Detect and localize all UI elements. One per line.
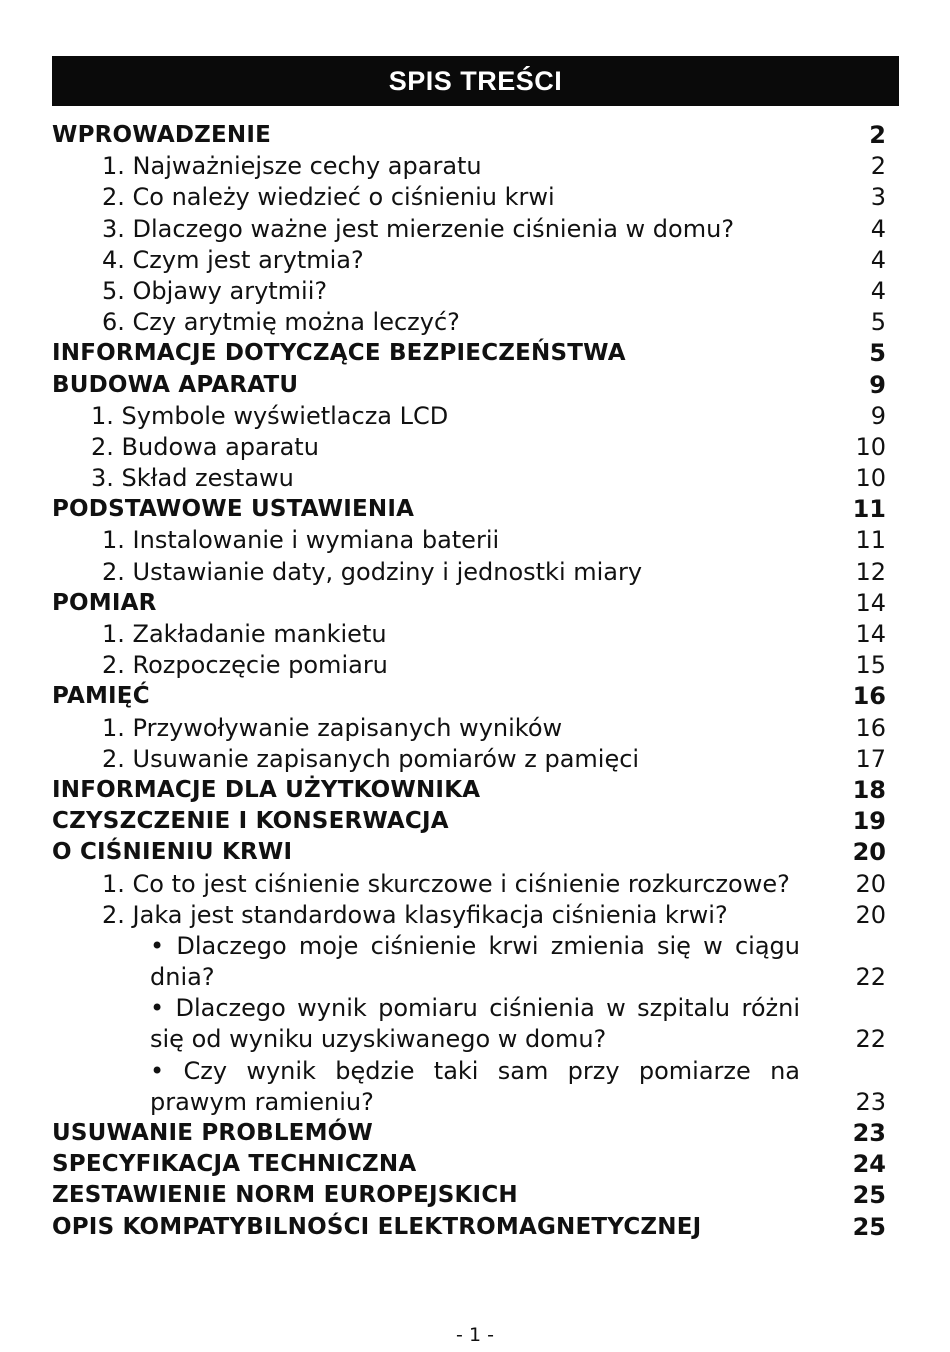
toc-subsection[interactable] — [0, 525, 950, 556]
toc-subsection[interactable] — [0, 182, 950, 213]
toc-bullet-entry[interactable] — [0, 931, 950, 993]
toc-page-number: 23 — [852, 1119, 886, 1148]
toc-entry-title: SPECYFIKACJA TECHNICZNA — [52, 1151, 417, 1178]
toc-entry-title: 3. Skład zestawu — [91, 464, 294, 493]
toc-page-number: 25 — [852, 1181, 886, 1210]
toc-page-number: 20 — [852, 838, 886, 867]
toc-entry-title: USUWANIE PROBLEMÓW — [52, 1120, 374, 1147]
toc-entry-title: 2. Co należy wiedzieć o ciśnieniu krwi — [102, 183, 555, 212]
toc-section[interactable] — [0, 1149, 950, 1180]
toc-page-number: 14 — [855, 588, 886, 617]
toc-page-number: 5 — [869, 339, 886, 368]
toc-section[interactable] — [0, 120, 950, 151]
toc-entry-title: • Dlaczego wynik pomiaru ciśnienia w szpitalu różni się od wyniku uzyskiwanego w domu? — [150, 994, 800, 1054]
toc-entry-title: PODSTAWOWE USTAWIENIA — [52, 496, 415, 523]
toc-section[interactable] — [0, 775, 950, 806]
toc-section[interactable] — [0, 588, 950, 619]
toc-entry-title: 2. Budowa aparatu — [91, 432, 319, 461]
toc-page-number: 20 — [855, 869, 886, 898]
toc-subsection[interactable] — [0, 245, 950, 276]
toc-entry-title: 1. Symbole wyświetlacza LCD — [91, 401, 449, 430]
toc-entry-title: 4. Czym jest arytmia? — [102, 245, 364, 274]
toc-section[interactable] — [0, 681, 950, 712]
toc-entry-title: 1. Przywoływanie zapisanych wyników — [102, 713, 563, 742]
page-number-footer: - 1 - — [456, 1324, 494, 1346]
toc-page-number: 16 — [852, 682, 886, 711]
toc-entry-title: CZYSZCZENIE I KONSERWACJA — [52, 808, 449, 835]
toc-page-number: 11 — [855, 526, 886, 555]
toc-entry-title: PAMIĘĆ — [52, 683, 150, 710]
toc-entry-title: • Dlaczego moje ciśnienie krwi zmienia się w ciągu dnia? — [150, 931, 800, 992]
toc-entry-title: 5. Objawy arytmii? — [102, 276, 328, 305]
toc-entry-title: ZESTAWIENIE NORM EUROPEJSKICH — [52, 1182, 518, 1209]
toc-entry-title: OPIS KOMPATYBILNOŚCI ELEKTROMAGNETYCZNEJ — [52, 1213, 702, 1240]
toc-subsection[interactable] — [0, 401, 950, 432]
toc-page-number: 24 — [852, 1150, 886, 1179]
toc-entry-title: 1. Zakładanie mankietu — [102, 620, 387, 648]
toc-subsection[interactable] — [0, 276, 950, 307]
toc-page-number: 10 — [855, 432, 886, 461]
toc-entry-title: INFORMACJE DOTYCZĄCE BEZPIECZEŃSTWA — [52, 340, 626, 367]
toc-page-number: 9 — [870, 401, 886, 430]
toc-page-number: 9 — [869, 370, 886, 399]
toc-page-number: 17 — [855, 744, 886, 773]
toc-page-number: 11 — [852, 495, 886, 524]
toc-subsection[interactable] — [0, 619, 950, 650]
toc-subsection[interactable] — [0, 463, 950, 494]
toc-page-number: 23 — [855, 1087, 886, 1116]
toc-subsection[interactable] — [0, 650, 950, 681]
toc-entry-title: BUDOWA APARATU — [52, 371, 299, 398]
toc-entry-title: • Czy wynik będzie taki sam przy pomiarze na prawym ramieniu? — [150, 1056, 800, 1116]
toc-page-number: 16 — [855, 713, 886, 742]
toc-page-number: 15 — [855, 651, 886, 680]
toc-entry-title: 2. Jaka jest standardowa klasyfikacja ciśnienia krwi? — [102, 900, 728, 929]
toc-page-number: 18 — [852, 775, 886, 804]
toc-page-number: 2 — [869, 121, 886, 149]
toc-page-number: 5 — [870, 308, 886, 337]
toc-subsection[interactable] — [0, 900, 950, 931]
toc-entry-title: INFORMACJE DLA UŻYTKOWNIKA — [52, 776, 481, 803]
table-of-contents — [0, 120, 950, 1243]
toc-subsection[interactable] — [0, 214, 950, 245]
toc-section[interactable] — [0, 1180, 950, 1211]
toc-entry-title: 1. Instalowanie i wymiana baterii — [102, 526, 500, 555]
toc-entry-title: O CIŚNIENIU KRWI — [52, 839, 293, 866]
toc-subsection[interactable] — [0, 744, 950, 775]
toc-entry-title: 1. Najważniejsze cechy aparatu — [102, 152, 482, 181]
toc-subsection[interactable] — [0, 151, 950, 182]
toc-entry-title: 6. Czy arytmię można leczyć? — [102, 308, 460, 337]
toc-bullet-entry[interactable] — [0, 1056, 950, 1118]
toc-entry-title: 2. Rozpoczęcie pomiaru — [102, 651, 388, 680]
toc-page-number: 4 — [870, 245, 886, 274]
toc-page-number: 2 — [870, 152, 886, 181]
toc-entry-title: 1. Co to jest ciśnienie skurczowe i ciśnienie rozkurczowe? — [102, 869, 790, 898]
toc-page-number: 22 — [855, 1025, 886, 1054]
toc-section[interactable] — [0, 806, 950, 837]
toc-page-number: 12 — [855, 557, 886, 586]
toc-subsection[interactable] — [0, 869, 950, 900]
toc-entry-title: WPROWADZENIE — [52, 122, 272, 148]
toc-page-number: 3 — [870, 183, 886, 212]
toc-page-number: 4 — [870, 214, 886, 243]
toc-section[interactable] — [0, 370, 950, 401]
toc-entry-title: 2. Usuwanie zapisanych pomiarów z pamięci — [102, 744, 640, 773]
toc-page-number: 14 — [855, 620, 886, 648]
toc-subsection[interactable] — [0, 713, 950, 744]
toc-subsection[interactable] — [0, 432, 950, 463]
toc-section[interactable] — [0, 338, 950, 369]
toc-entry-title: 3. Dlaczego ważne jest mierzenie ciśnienia w domu? — [102, 214, 735, 243]
toc-subsection[interactable] — [0, 307, 950, 338]
toc-page-number: 25 — [852, 1212, 886, 1241]
toc-page-number: 4 — [870, 276, 886, 305]
toc-section[interactable] — [0, 837, 950, 868]
toc-entry-title: POMIAR — [52, 589, 157, 616]
toc-section[interactable] — [0, 494, 950, 525]
toc-page-number: 20 — [855, 900, 886, 929]
toc-page-number: 22 — [855, 963, 886, 992]
toc-section[interactable] — [0, 1118, 950, 1149]
toc-entry-title: 2. Ustawianie daty, godziny i jednostki miary — [102, 557, 643, 586]
toc-bullet-entry[interactable] — [0, 993, 950, 1055]
toc-subsection[interactable] — [0, 557, 950, 588]
page-title: SPIS TREŚCI — [52, 56, 899, 106]
toc-section[interactable] — [0, 1212, 950, 1243]
toc-page-number: 19 — [852, 807, 886, 836]
toc-page-number: 10 — [855, 464, 886, 493]
